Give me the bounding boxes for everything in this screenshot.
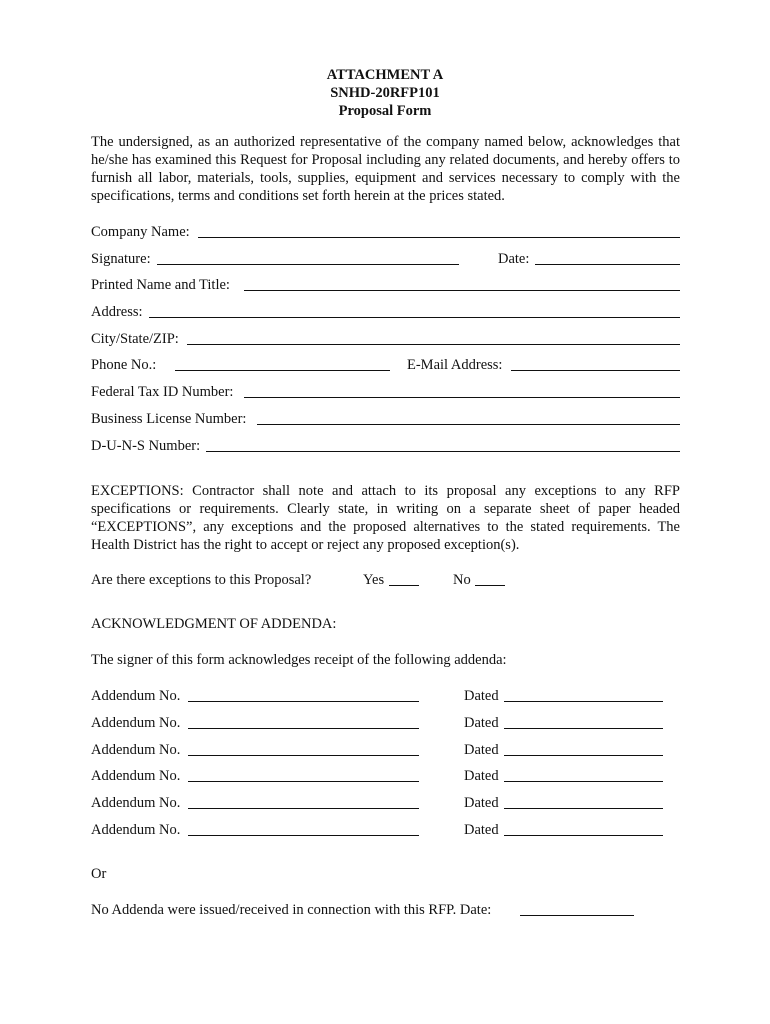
business-license-row: [91, 410, 680, 428]
date-field[interactable]: [535, 264, 680, 265]
city-state-zip-field[interactable]: [187, 344, 680, 345]
addendum-date-field[interactable]: [504, 728, 663, 729]
no-addenda-date-field[interactable]: [520, 915, 634, 916]
email-label: E-Mail Address:: [407, 357, 503, 373]
addendum-label: Addendum No.: [91, 742, 181, 758]
city-state-zip-row: [91, 330, 680, 348]
no-addenda-row: [91, 901, 680, 919]
addendum-number-field[interactable]: [188, 701, 419, 702]
phone-email-row: [91, 356, 680, 374]
addendum-label: Addendum No.: [91, 688, 181, 704]
or-text: Or: [91, 866, 107, 882]
date-label: Date:: [498, 251, 530, 267]
duns-field[interactable]: [206, 451, 680, 452]
addendum-label: Addendum No.: [91, 822, 181, 838]
addendum-number-field[interactable]: [188, 755, 419, 756]
addendum-row: [91, 767, 680, 785]
phone-field[interactable]: [175, 370, 390, 371]
exceptions-paragraph: EXCEPTIONS: Contractor shall note and attach to its proposal any exceptions to any RFP specifications or requirements. Clearly state, in writing on a separate sheet of paper headed “EXCEPTIONS”, any exceptions and the proposed alternatives to the stated requirements. The Health District has the right to accept or reject any proposed exception(s).: [91, 483, 680, 553]
addenda-intro: The signer of this form acknowledges receipt of the following addenda:: [91, 652, 507, 668]
addendum-date-field[interactable]: [504, 835, 663, 836]
dated-label: Dated: [464, 822, 499, 838]
addendum-date-field[interactable]: [504, 808, 663, 809]
company-name-label: Company Name:: [91, 224, 190, 240]
addendum-date-field[interactable]: [504, 755, 663, 756]
signature-row: [91, 250, 680, 268]
company-name-row: [91, 223, 680, 241]
form-title: Proposal Form: [338, 103, 432, 119]
addendum-label: Addendum No.: [91, 795, 181, 811]
company-name-field[interactable]: [198, 237, 680, 238]
printed-name-row: [91, 276, 680, 294]
addendum-row: [91, 714, 680, 732]
addendum-number-field[interactable]: [188, 808, 419, 809]
addenda-heading: ACKNOWLEDGMENT OF ADDENDA:: [91, 616, 337, 632]
federal-tax-id-field[interactable]: [244, 397, 680, 398]
addendum-number-field[interactable]: [188, 835, 419, 836]
exceptions-no-label: No: [453, 572, 471, 588]
phone-label: Phone No.:: [91, 357, 157, 373]
exceptions-yes-label: Yes: [363, 572, 385, 588]
addendum-date-field[interactable]: [504, 781, 663, 782]
exceptions-yes-field[interactable]: [389, 585, 419, 586]
exceptions-question-row: [91, 571, 680, 589]
addendum-row: [91, 741, 680, 759]
business-license-field[interactable]: [257, 424, 680, 425]
addendum-number-field[interactable]: [188, 728, 419, 729]
attachment-title: ATTACHMENT A: [326, 67, 444, 83]
addendum-row: [91, 794, 680, 812]
dated-label: Dated: [464, 715, 499, 731]
duns-row: [91, 437, 680, 455]
address-field[interactable]: [149, 317, 680, 318]
address-row: [91, 303, 680, 321]
printed-name-field[interactable]: [244, 290, 680, 291]
federal-tax-id-row: [91, 383, 680, 401]
dated-label: Dated: [464, 795, 499, 811]
addendum-date-field[interactable]: [504, 701, 663, 702]
duns-label: D-U-N-S Number:: [91, 438, 201, 454]
addendum-row: [91, 821, 680, 839]
signature-field[interactable]: [157, 264, 459, 265]
city-state-zip-label: City/State/ZIP:: [91, 331, 179, 347]
addendum-label: Addendum No.: [91, 768, 181, 784]
rfp-number: SNHD-20RFP101: [330, 85, 440, 101]
business-license-label: Business License Number:: [91, 411, 247, 427]
exceptions-no-field[interactable]: [475, 585, 505, 586]
dated-label: Dated: [464, 742, 499, 758]
address-label: Address:: [91, 304, 143, 320]
federal-tax-id-label: Federal Tax ID Number:: [91, 384, 234, 400]
addendum-number-field[interactable]: [188, 781, 419, 782]
no-addenda-text: No Addenda were issued/received in connection with this RFP. Date:: [91, 902, 492, 918]
dated-label: Dated: [464, 688, 499, 704]
addendum-label: Addendum No.: [91, 715, 181, 731]
exceptions-question: Are there exceptions to this Proposal?: [91, 572, 312, 588]
intro-paragraph: The undersigned, as an authorized representative of the company named below, acknowledges that he/she has examined this Request for Proposal including any related documents, and hereby offers to furnish all labor, materials, tools, supplies, equipment and services necessary to comply with the specifications, terms and conditions set forth herein at the prices stated.: [91, 134, 680, 204]
signature-label: Signature:: [91, 251, 151, 267]
printed-name-label: Printed Name and Title:: [91, 277, 230, 293]
email-field[interactable]: [511, 370, 680, 371]
dated-label: Dated: [464, 768, 499, 784]
addendum-row: [91, 687, 680, 705]
